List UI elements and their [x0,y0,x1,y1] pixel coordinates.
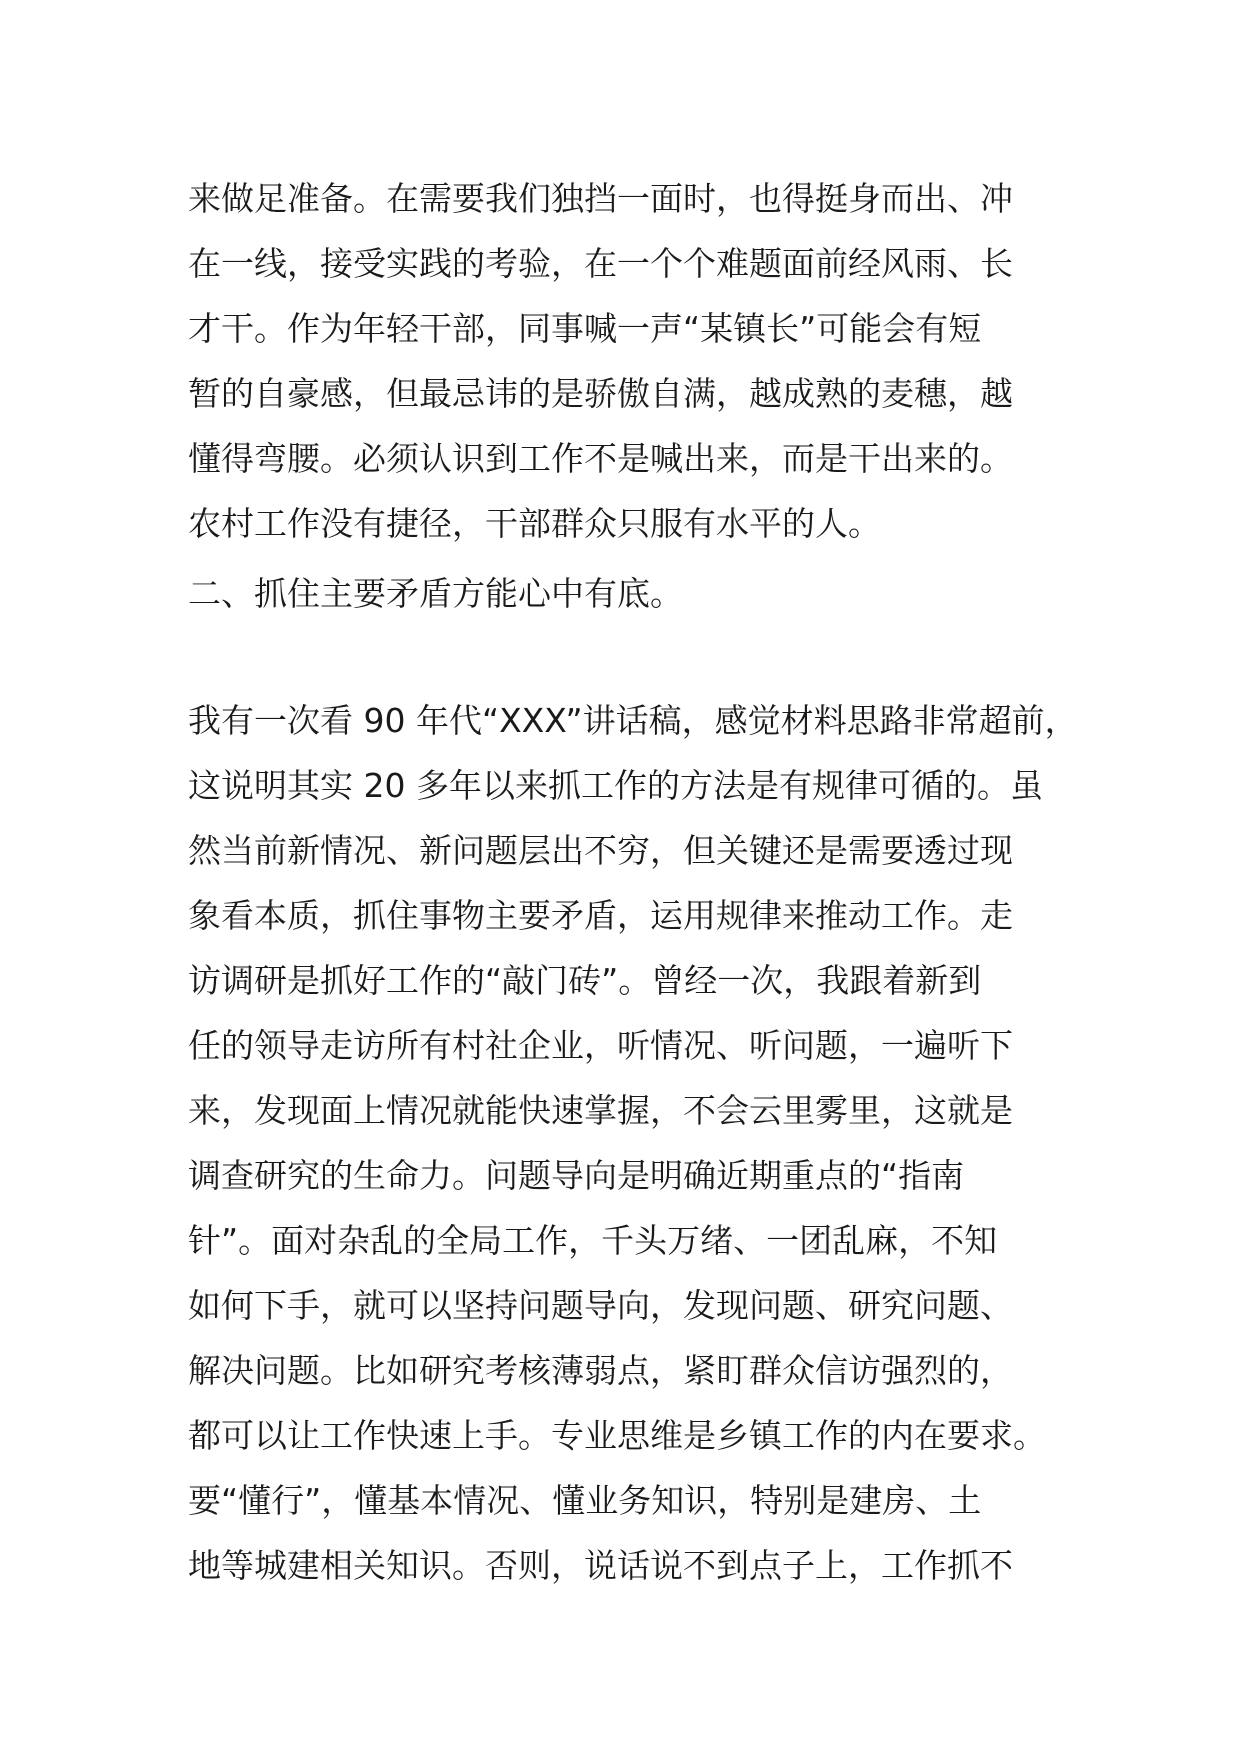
paragraph-line: 来做足准备。在需要我们独挡一面时，也得挺身而出、冲 [188,179,1013,218]
paragraph-line: 任的领导走访所有村社企业，听情况、听问题，一遍听下 [188,1026,1013,1065]
paragraph-line: 懂得弯腰。必须认识到工作不是喊出来，而是干出来的。 [188,439,1013,478]
paragraph-line: 访调研是抓好工作的“敲门砖”。曾经一次，我跟着新到 [188,961,982,1000]
paragraph-line: 要“懂行”，懂基本情况、懂业务知识，特别是建房、土 [188,1481,982,1520]
paragraph-line: 解决问题。比如研究考核薄弱点，紧盯群众信访强烈的， [188,1351,1013,1390]
paragraph-line: 才干。作为年轻干部，同事喊一声“某镇长”可能会有短 [188,309,982,348]
paragraph-line: 来，发现面上情况就能快速掌握，不会云里雾里，这就是 [188,1091,1013,1130]
paragraph-line: 象看本质，抓住事物主要矛盾，运用规律来推动工作。走 [188,896,1013,935]
paragraph-line: 然当前新情况、新问题层出不穷，但关键还是需要透过现 [188,831,1013,870]
paragraph-line: 农村工作没有捷径，干部群众只服有水平的人。 [188,504,881,543]
paragraph-line: 暂的自豪感，但最忌讳的是骄傲自满，越成熟的麦穗，越 [188,374,1013,413]
paragraph-line: 针”。面对杂乱的全局工作，千头万绪、一团乱麻，不知 [188,1221,998,1260]
paragraph-1 [188,166,1068,556]
paragraph-line: 我有一次看 90 年代“XXX”讲话稿，感觉材料思路非常超前， [188,701,1078,740]
paragraph-line: 如何下手，就可以坚持问题导向，发现问题、研究问题、 [188,1286,1013,1325]
paragraph-line: 地等城建相关知识。否则，说话说不到点子上，工作抓不 [188,1546,1013,1585]
paragraph-line: 在一线，接受实践的考验，在一个个难题面前经风雨、长 [188,244,1013,283]
paragraph-line: 调查研究的生命力。问题导向是明确近期重点的“指南 [188,1156,965,1195]
section-heading-text: 二、抓住主要矛盾方能心中有底。 [188,574,683,613]
paragraph-2 [188,688,1078,1598]
paragraph-line: 这说明其实 20 多年以来抓工作的方法是有规律可循的。虽 [188,766,1043,805]
section-heading [188,561,1068,626]
paragraph-line: 都可以让工作快速上手。专业思维是乡镇工作的内在要求。 [188,1416,1046,1455]
